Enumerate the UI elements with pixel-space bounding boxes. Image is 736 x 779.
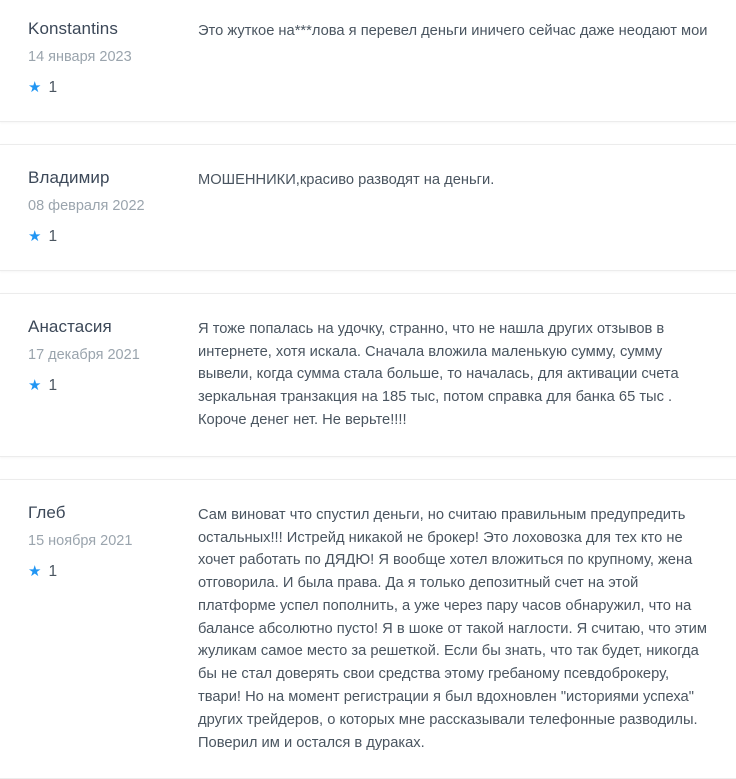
rating-value: 1 — [48, 562, 58, 580]
star-icon: ★ — [28, 79, 42, 97]
rating-value: 1 — [48, 376, 58, 394]
review-meta — [28, 316, 198, 395]
review-rating — [28, 79, 188, 97]
review-text: МОШЕННИКИ,красиво разводят на деньги. — [198, 171, 495, 188]
review-author: Глеб — [28, 502, 66, 522]
review-date: 17 декабря 2021 — [28, 346, 140, 363]
star-icon: ★ — [28, 563, 42, 581]
review-text: Сам виноват что спустил деньги, но считаю правильным предупредить остальных!!! Истрейд никакой не брокер! Это лоховозка для тех кто не хочет работать по ДЯДЮ! Я вообще хотел вложиться по крупному, жена отговорила. И была права. Да я только депозитный счет на этой платформе успел пополнить, а уже через пару часов обнаружил, что на балансе абсолютно пусто! Я в шоке от такой наглости. Я считаю, что этим жуликам самое место за решеткой. Если бы знать, что так будет, никогда бы не стал доверять свои средства этому гребаному псевдоброкеру, твари! Но на момент регистрации я был вдохновлен "историями успеха" других трейдеров, о которых мне рассказывали телефонные разводилы. Поверил им и остался в дураках. — [198, 506, 712, 751]
review-meta — [28, 18, 198, 97]
review-date: 14 января 2023 — [28, 49, 132, 66]
star-icon: ★ — [28, 228, 42, 246]
review-card — [0, 293, 736, 457]
review-date: 15 ноября 2021 — [28, 532, 133, 549]
review-rating — [28, 377, 188, 395]
review-rating — [28, 228, 188, 246]
review-rating — [28, 563, 188, 581]
review-card — [0, 479, 736, 779]
review-author: Анастасия — [28, 316, 112, 336]
review-card — [0, 0, 736, 122]
review-text: Это жуткое на***лова я перевел деньги иничего сейчас даже неодают мои — [198, 23, 708, 39]
star-icon: ★ — [28, 377, 42, 395]
review-author: Konstantins — [28, 19, 118, 38]
review-text: Я тоже попалась на удочку, странно, что не нашла других отзывов в интернете, хотя искала. Сначала вложила маленькую сумму, сумму вывели, когда сумма стала больше, то началась, для активации счета зеркальная транзакция на 185 тыс, потом справка для банка 65 тыс . Короче денег нет. Не верьте!!!! — [198, 320, 683, 428]
review-meta — [28, 167, 198, 246]
rating-value: 1 — [48, 227, 58, 245]
rating-value: 1 — [48, 78, 58, 96]
review-meta — [28, 502, 198, 581]
review-author: Владимир — [28, 167, 110, 187]
review-card — [0, 144, 736, 271]
review-date: 08 февраля 2022 — [28, 198, 145, 215]
